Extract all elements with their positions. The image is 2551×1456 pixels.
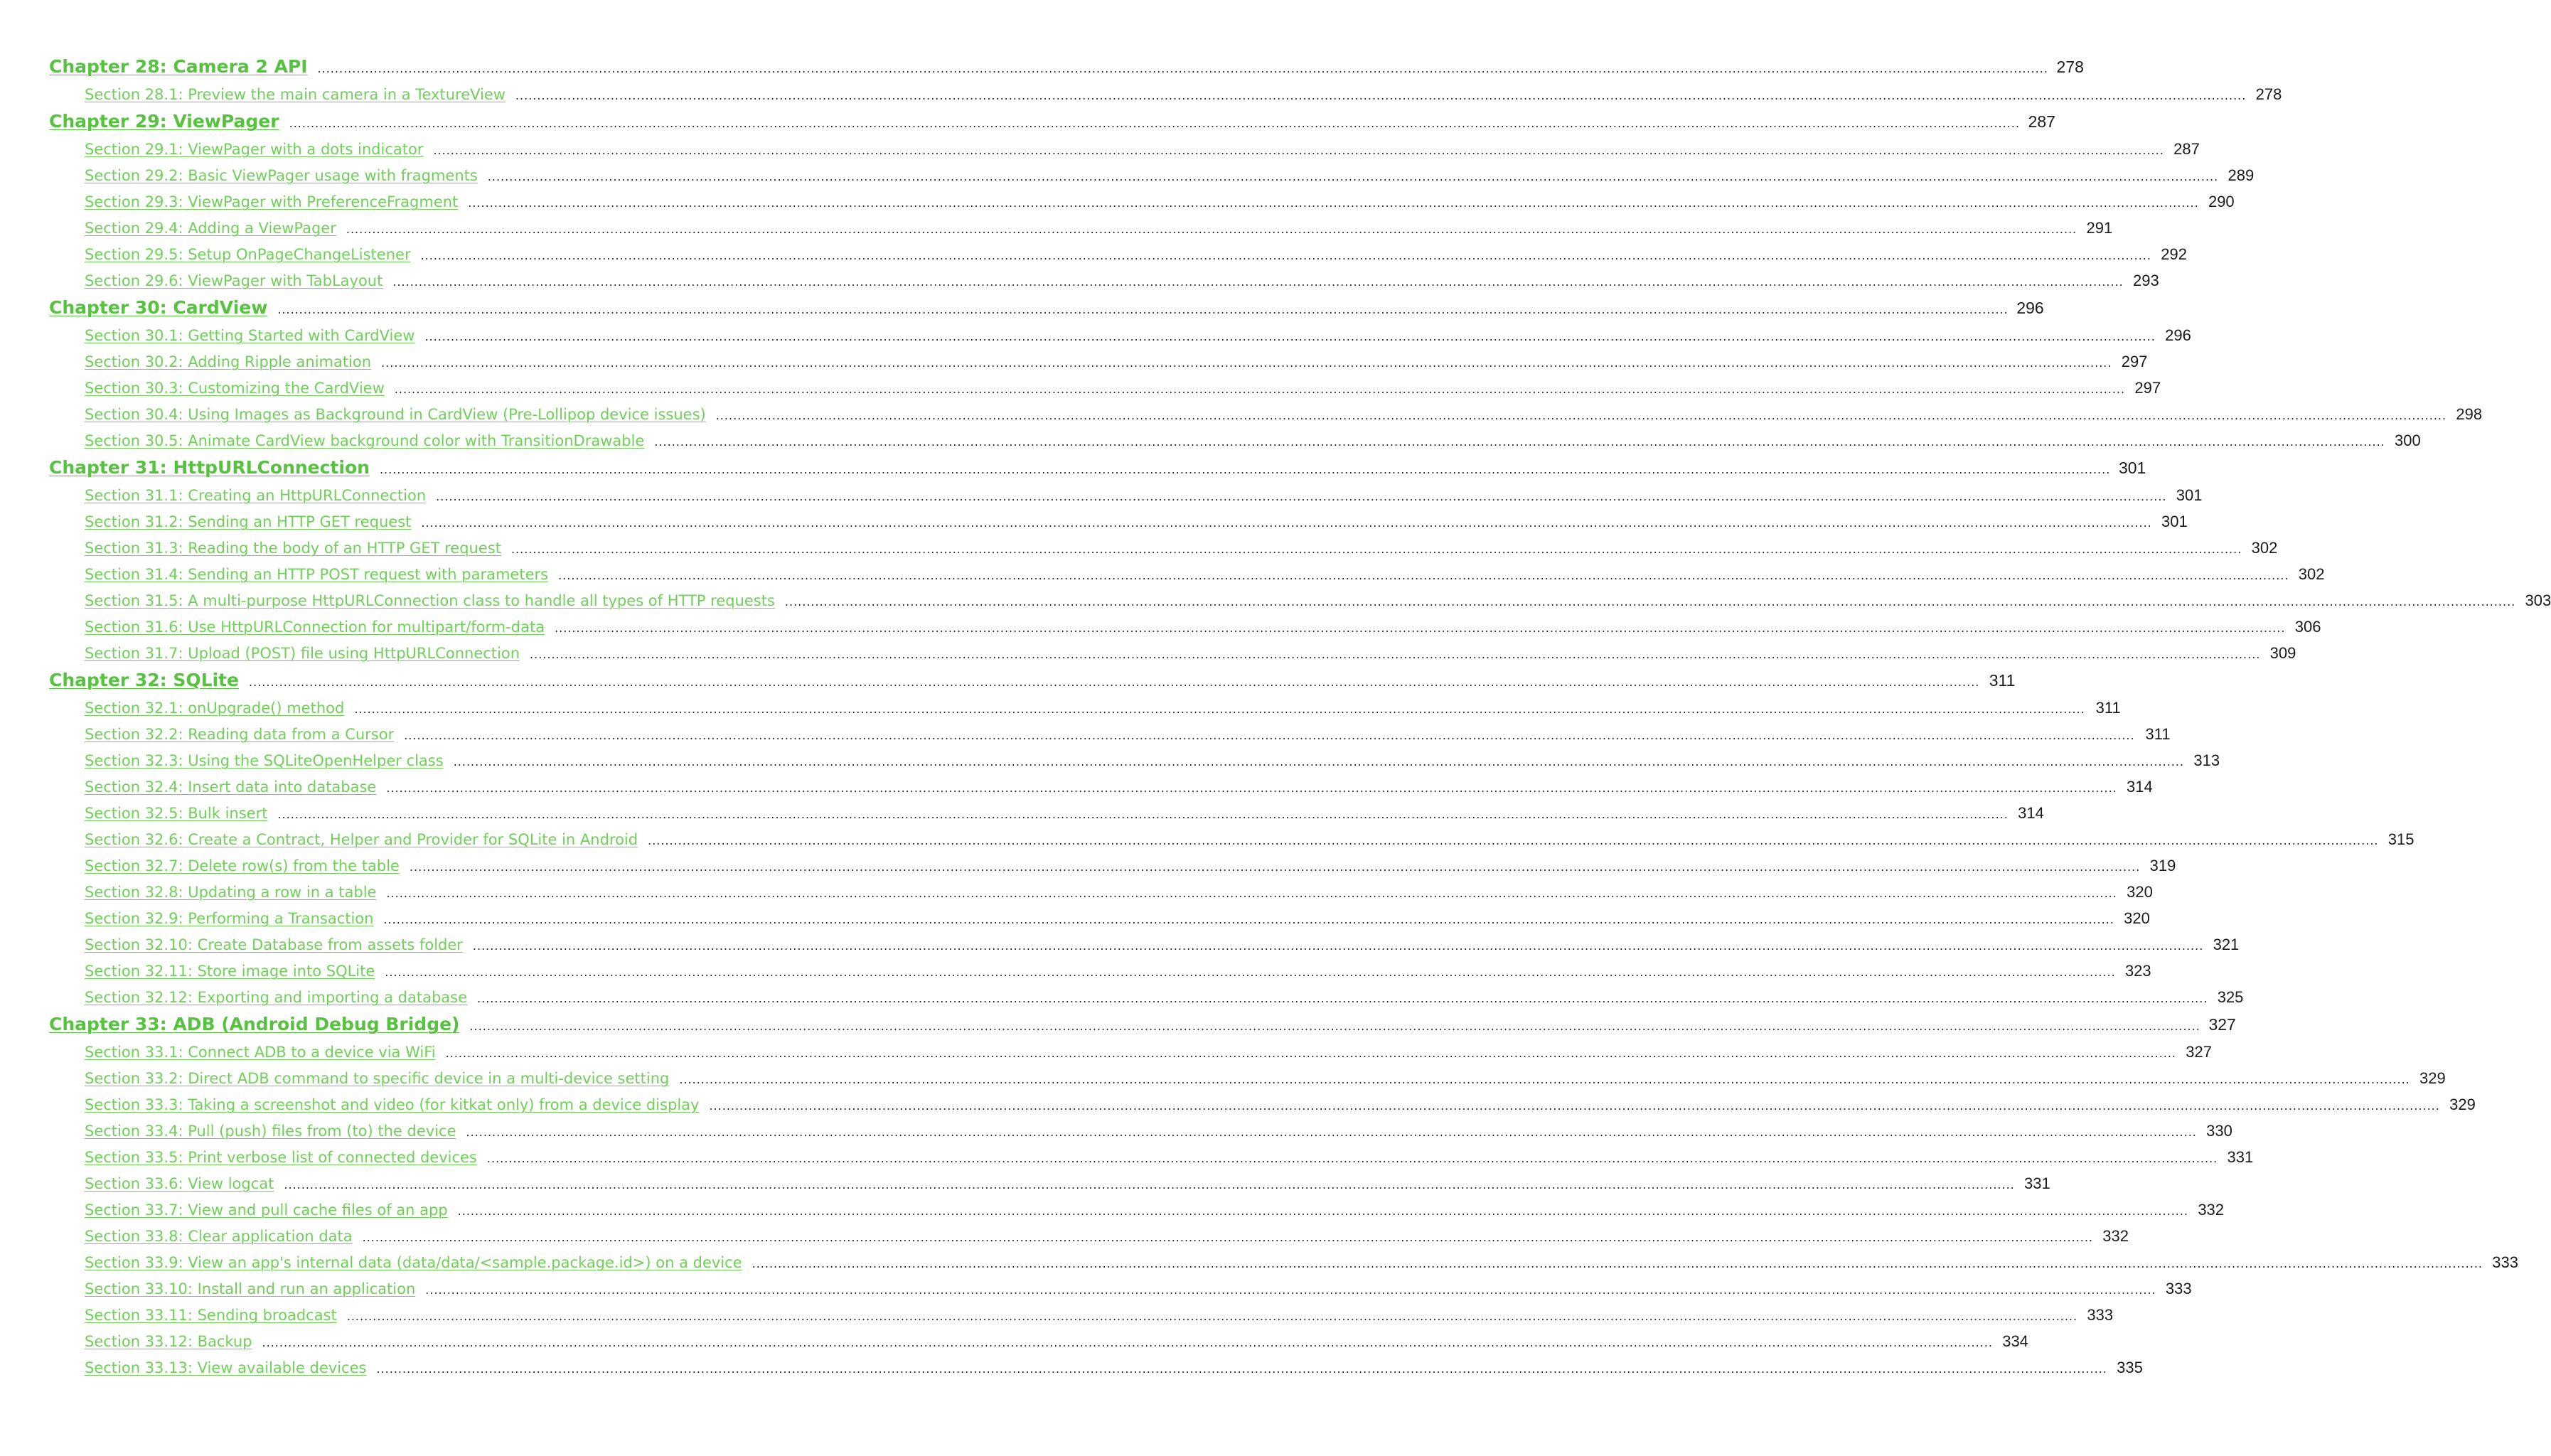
- dot-leader: [469, 1012, 2200, 1041]
- page-number: 301: [2161, 513, 2188, 530]
- page-number: 315: [2387, 830, 2414, 848]
- dot-leader: [654, 429, 2385, 455]
- page-number: 278: [2056, 58, 2084, 76]
- section-link[interactable]: Section 29.3: ViewPager with PreferenceFragment: [85, 193, 459, 210]
- toc-section-entry: [49, 1065, 2446, 1091]
- section-link[interactable]: Section 33.6: View logcat: [85, 1175, 274, 1192]
- toc-section-entry: [49, 1223, 2129, 1249]
- page-number: 327: [2208, 1015, 2236, 1034]
- dot-leader: [558, 562, 2289, 589]
- toc-section-entry: [49, 267, 2159, 294]
- toc-section-entry: [49, 1144, 2254, 1170]
- chapter-link[interactable]: Chapter 32: SQLite: [49, 670, 240, 690]
- dot-leader: [381, 350, 2112, 376]
- page-number: 314: [2127, 778, 2153, 796]
- page-number: 302: [2298, 565, 2325, 583]
- page-number: 320: [2124, 909, 2150, 927]
- section-link[interactable]: Section 32.2: Reading data from a Cursor: [85, 726, 395, 743]
- section-link[interactable]: Section 33.8: Clear application data: [85, 1228, 353, 1245]
- dot-leader: [785, 589, 2515, 615]
- dot-leader: [386, 880, 2117, 906]
- toc-section-entry: [49, 81, 2282, 107]
- dot-leader: [555, 615, 2285, 641]
- dot-leader: [425, 1277, 2156, 1303]
- page-number: 302: [2251, 539, 2278, 557]
- section-link[interactable]: Section 33.11: Sending broadcast: [85, 1307, 337, 1324]
- section-link[interactable]: Section 30.3: Customizing the CardView: [85, 380, 385, 397]
- toc-chapter-entry: [49, 53, 2084, 81]
- dot-leader: [515, 82, 2246, 109]
- dot-leader: [262, 1329, 1993, 1356]
- page-number: 321: [2213, 936, 2240, 953]
- toc-section-entry: [49, 535, 2278, 561]
- section-link[interactable]: Section 33.12: Backup: [85, 1333, 252, 1350]
- section-link[interactable]: Section 31.1: Creating an HttpURLConnection: [85, 487, 427, 504]
- dot-leader: [277, 296, 2008, 324]
- section-link[interactable]: Section 31.4: Sending an HTTP POST request with parameters: [85, 566, 549, 583]
- page-number: 311: [2145, 725, 2171, 743]
- toc-section-entry: [49, 241, 2187, 267]
- toc-section-entry: [49, 747, 2220, 774]
- page-number: 296: [2165, 326, 2191, 344]
- dot-leader: [289, 109, 2020, 138]
- toc-section-entry: [49, 1328, 2028, 1354]
- dot-leader: [436, 483, 2166, 510]
- page-number: 311: [2095, 699, 2121, 717]
- section-link[interactable]: Section 30.2: Adding Ripple animation: [85, 353, 372, 370]
- page-number: 314: [2018, 804, 2044, 822]
- dot-leader: [354, 696, 2085, 722]
- dot-leader: [395, 376, 2125, 402]
- page-number: 329: [2419, 1069, 2446, 1087]
- toc-section-entry: [49, 826, 2414, 852]
- section-link[interactable]: Section 32.1: onUpgrade() method: [85, 700, 345, 717]
- page-number: 319: [2149, 857, 2176, 874]
- dot-leader: [421, 242, 2151, 269]
- toc-section-entry: [49, 1302, 2114, 1328]
- toc-section-entry: [49, 984, 2244, 1010]
- toc-section-entry: [49, 508, 2188, 535]
- section-link[interactable]: Section 32.3: Using the SQLiteOpenHelper class: [85, 752, 444, 769]
- dot-leader: [392, 269, 2123, 295]
- toc-section-entry: [49, 1118, 2232, 1144]
- section-link[interactable]: Section 31.5: A multi-purpose HttpURLConnection class to handle all types of HTTP requests: [85, 592, 775, 609]
- toc-section-entry: [49, 721, 2171, 747]
- toc-section-entry: [49, 1091, 2476, 1118]
- toc-section-entry: [49, 587, 2551, 614]
- page-number: 333: [2492, 1253, 2518, 1271]
- toc-section-entry: [49, 905, 2150, 931]
- chapter-link[interactable]: Chapter 33: ADB (Android Debug Bridge): [49, 1014, 460, 1034]
- dot-leader: [468, 190, 2198, 216]
- toc-section-entry: [49, 1039, 2212, 1065]
- toc-section-entry: [49, 931, 2240, 958]
- section-link[interactable]: Section 32.11: Store image into SQLite: [85, 963, 375, 980]
- dot-leader: [385, 959, 2115, 985]
- page-number: 323: [2124, 962, 2151, 980]
- dot-leader: [530, 641, 2260, 668]
- section-link[interactable]: Section 33.4: Pull (push) files from (to) the device: [85, 1123, 456, 1140]
- page-number: 298: [2456, 405, 2483, 423]
- page-number: 325: [2217, 988, 2244, 1006]
- dot-leader: [318, 55, 2048, 83]
- page-number: 333: [2087, 1306, 2114, 1324]
- toc-section-entry: [49, 800, 2044, 826]
- section-link[interactable]: Section 33.1: Connect ADB to a device via WiFi: [85, 1044, 436, 1061]
- toc-section-entry: [49, 852, 2176, 879]
- page-number: 293: [2133, 272, 2159, 289]
- toc-section-entry: [49, 879, 2153, 905]
- section-link[interactable]: Section 29.6: ViewPager with TabLayout: [85, 272, 383, 289]
- section-link[interactable]: Section 32.10: Create Database from assets folder: [85, 936, 463, 953]
- dot-leader: [433, 137, 2164, 164]
- dot-leader: [466, 1119, 2197, 1145]
- page-number: 313: [2193, 751, 2220, 769]
- page-number: 291: [2086, 219, 2113, 237]
- section-link[interactable]: Section 32.5: Bulk insert: [85, 805, 268, 822]
- dot-leader: [648, 828, 2378, 854]
- toc-section-entry: [49, 958, 2151, 984]
- dot-leader: [487, 1145, 2218, 1172]
- page-number: 297: [2134, 379, 2161, 397]
- chapter-link[interactable]: Chapter 31: HttpURLConnection: [49, 457, 370, 478]
- page-number: 296: [2016, 299, 2044, 317]
- toc-chapter-entry: [49, 294, 2044, 322]
- dot-leader: [477, 985, 2208, 1012]
- page-number: 301: [2118, 459, 2146, 477]
- dot-leader: [679, 1066, 2410, 1093]
- toc-section-entry: [49, 614, 2321, 640]
- section-link[interactable]: Section 32.7: Delete row(s) from the table: [85, 857, 400, 874]
- dot-leader: [709, 1093, 2439, 1119]
- dot-leader: [446, 1040, 2176, 1066]
- toc-chapter-entry: [49, 107, 2055, 136]
- section-link[interactable]: Section 30.4: Using Images as Background in CardView (Pre-Lollipop device issues): [85, 406, 706, 423]
- toc-section-entry: [49, 162, 2255, 188]
- page-number: 333: [2165, 1280, 2192, 1297]
- section-link[interactable]: Section 31.3: Reading the body of an HTTP GET request: [85, 540, 501, 557]
- dot-leader: [277, 801, 2008, 828]
- toc-section-entry: [49, 215, 2113, 241]
- dot-leader: [380, 456, 2110, 484]
- page-number: 300: [2395, 432, 2421, 449]
- dot-leader: [249, 668, 1979, 697]
- page-number: 290: [2208, 193, 2235, 210]
- page-number: 334: [2002, 1332, 2028, 1350]
- dot-leader: [363, 1224, 2093, 1251]
- page-number: 332: [2102, 1227, 2129, 1245]
- toc-section-entry: [49, 774, 2153, 800]
- dot-leader: [458, 1198, 2188, 1224]
- section-link[interactable]: Section 31.6: Use HttpURLConnection for multipart/form-data: [85, 619, 545, 636]
- section-link[interactable]: Section 32.9: Performing a Transaction: [85, 910, 374, 927]
- section-link[interactable]: Section 32.8: Updating a row in a table: [85, 884, 377, 901]
- toc-section-entry: [49, 1170, 2050, 1197]
- dot-leader: [716, 402, 2446, 429]
- page-number: 335: [2117, 1359, 2143, 1376]
- dot-leader: [421, 510, 2151, 536]
- page-number: 303: [2525, 592, 2551, 609]
- section-link[interactable]: Section 29.5: Setup OnPageChangeListener: [85, 246, 411, 263]
- page-number: 330: [2206, 1122, 2232, 1140]
- toc-section-entry: [49, 188, 2235, 215]
- toc-section-entry: [49, 136, 2200, 162]
- section-link[interactable]: Section 29.4: Adding a ViewPager: [85, 220, 336, 237]
- toc-section-entry: [49, 1249, 2518, 1275]
- dot-leader: [346, 216, 2077, 242]
- page-number: 306: [2294, 618, 2321, 636]
- toc-section-entry: [49, 322, 2191, 348]
- section-link[interactable]: Section 30.5: Animate CardView background color with TransitionDrawable: [85, 432, 645, 449]
- toc-section-entry: [49, 401, 2483, 427]
- dot-leader: [488, 164, 2218, 190]
- chapter-link[interactable]: Chapter 30: CardView: [49, 297, 268, 318]
- page-number: 311: [1989, 671, 2016, 690]
- dot-leader: [454, 749, 2184, 775]
- page-number: 332: [2198, 1201, 2225, 1219]
- page-number: 297: [2121, 353, 2148, 370]
- page-number: 329: [2449, 1096, 2476, 1113]
- page-number: 278: [2255, 85, 2282, 103]
- toc-section-entry: [49, 348, 2148, 375]
- section-link[interactable]: Section 33.10: Install and run an application: [85, 1280, 416, 1297]
- page-number: 289: [2228, 166, 2255, 184]
- toc-chapter-entry: [49, 666, 2016, 695]
- section-link[interactable]: Section 33.9: View an app's internal data (data/data/<sample.package.id>) on a device: [85, 1254, 742, 1271]
- section-link[interactable]: Section 33.5: Print verbose list of connected devices: [85, 1149, 477, 1166]
- dot-leader: [347, 1303, 2077, 1329]
- chapter-link[interactable]: Chapter 29: ViewPager: [49, 111, 279, 132]
- section-link[interactable]: Section 33.2: Direct ADB command to specific device in a multi-device setting: [85, 1070, 670, 1087]
- section-link[interactable]: Section 29.1: ViewPager with a dots indicator: [85, 141, 424, 158]
- page-number: 301: [2176, 486, 2203, 504]
- table-of-contents: [49, 53, 2551, 1381]
- section-link[interactable]: Section 32.6: Create a Contract, Helper and Provider for SQLite in Android: [85, 831, 638, 848]
- dot-leader: [410, 854, 2140, 880]
- section-link[interactable]: Section 32.12: Exporting and importing a database: [85, 989, 468, 1006]
- toc-section-entry: [49, 375, 2161, 401]
- section-link[interactable]: Section 32.4: Insert data into database: [85, 778, 377, 796]
- section-link[interactable]: Section 30.1: Getting Started with CardView: [85, 327, 415, 344]
- toc-section-entry: [49, 1354, 2143, 1381]
- page-number: 309: [2269, 644, 2296, 662]
- dot-leader: [383, 906, 2114, 933]
- page-number: 331: [2024, 1174, 2050, 1192]
- page-number: 331: [2227, 1148, 2254, 1166]
- dot-leader: [424, 323, 2155, 350]
- dot-leader: [386, 775, 2117, 801]
- page-number: 287: [2028, 112, 2055, 131]
- toc-section-entry: [49, 640, 2296, 666]
- chapter-link[interactable]: Chapter 28: Camera 2 API: [49, 56, 308, 77]
- section-link[interactable]: Section 33.7: View and pull cache files of an app: [85, 1201, 448, 1219]
- toc-chapter-entry: [49, 454, 2146, 482]
- toc-section-entry: [49, 1197, 2225, 1223]
- section-link[interactable]: Section 33.3: Taking a screenshot and video (for kitkat only) from a device display: [85, 1096, 700, 1113]
- dot-leader: [473, 933, 2203, 959]
- dot-leader: [752, 1251, 2483, 1277]
- toc-section-entry: [49, 427, 2421, 454]
- dot-leader: [511, 536, 2242, 562]
- section-link[interactable]: Section 29.2: Basic ViewPager usage with fragments: [85, 167, 478, 184]
- page-number: 327: [2186, 1043, 2212, 1061]
- toc-section-entry: [49, 1275, 2192, 1302]
- toc-section-entry: [49, 695, 2121, 721]
- page-number: 292: [2161, 245, 2187, 263]
- toc-section-entry: [49, 482, 2203, 508]
- toc-chapter-entry: [49, 1010, 2236, 1039]
- dot-leader: [404, 722, 2134, 749]
- section-link[interactable]: Section 31.2: Sending an HTTP GET request: [85, 513, 412, 530]
- dot-leader: [284, 1172, 2014, 1198]
- page-number: 287: [2173, 140, 2200, 158]
- dot-leader: [376, 1356, 2107, 1382]
- section-link[interactable]: Section 28.1: Preview the main camera in a TextureView: [85, 86, 506, 103]
- page-number: 320: [2127, 883, 2153, 901]
- toc-section-entry: [49, 561, 2325, 587]
- section-link[interactable]: Section 33.13: View available devices: [85, 1359, 367, 1376]
- section-link[interactable]: Section 31.7: Upload (POST) file using HttpURLConnection: [85, 645, 520, 662]
